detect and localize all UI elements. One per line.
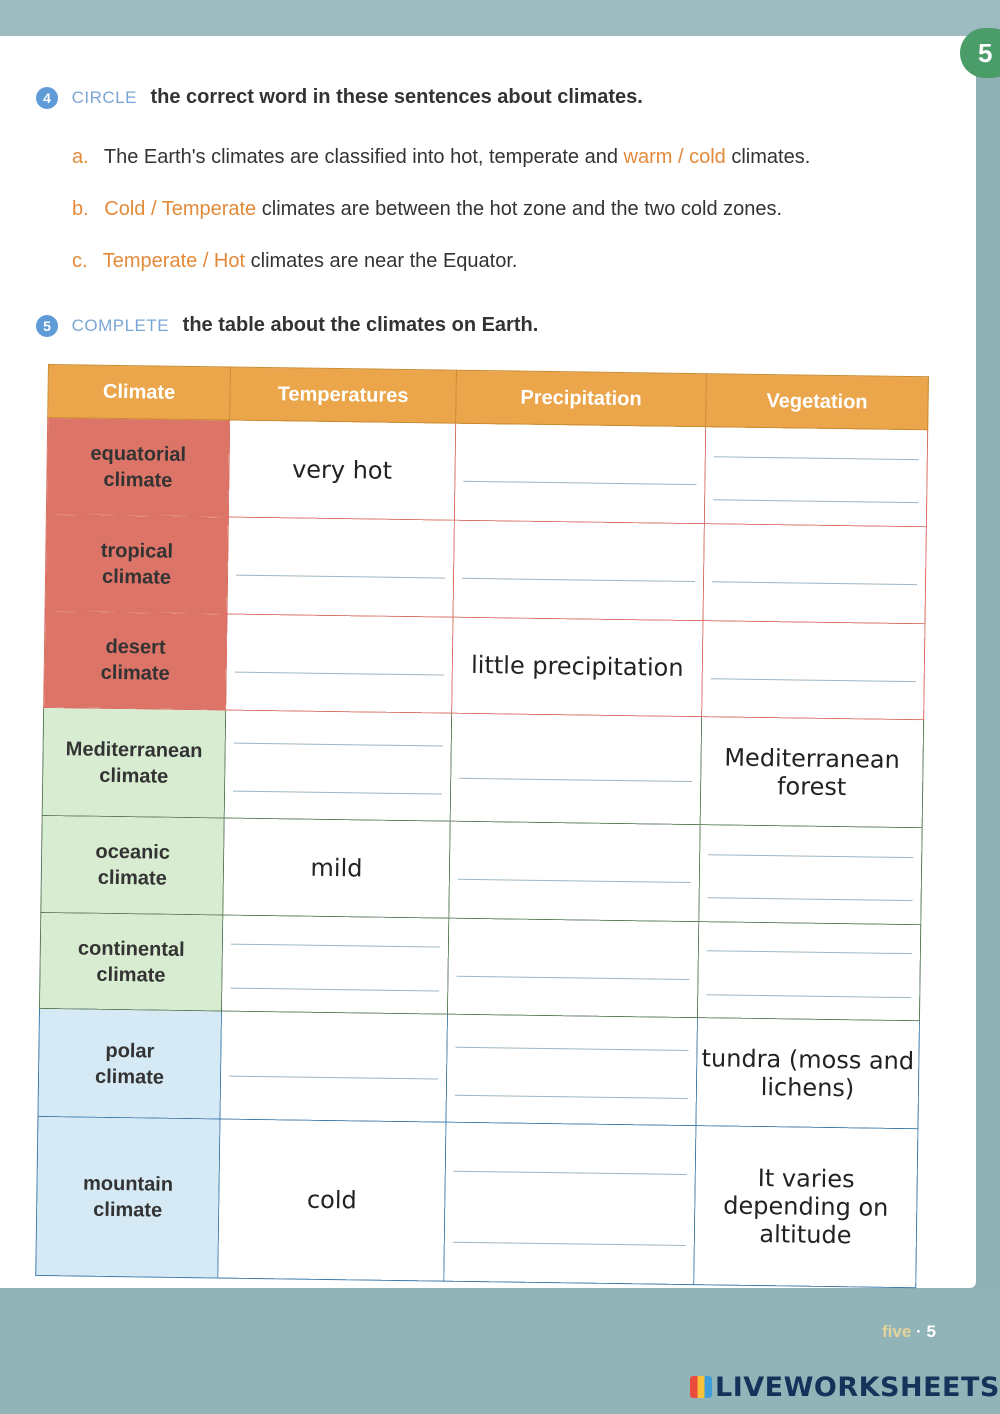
climate-name: equatorial climate xyxy=(46,418,229,517)
sentence-a-options[interactable]: warm / cold xyxy=(623,146,726,168)
precipitation-input[interactable] xyxy=(450,713,701,824)
header-climate: Climate xyxy=(48,365,231,421)
precipitation-input[interactable] xyxy=(453,520,704,620)
precipitation-cell: little precipitation xyxy=(452,617,703,717)
temperatures-cell: very hot xyxy=(228,420,455,520)
vegetation-input[interactable] xyxy=(703,523,926,623)
logo-icon xyxy=(690,1376,712,1398)
sentence-b-letter: b. xyxy=(72,198,89,220)
table-row xyxy=(38,1009,919,1129)
climate-name: desert climate xyxy=(44,611,227,710)
exercise-5-instruction: the table about the climates on Earth. xyxy=(182,314,539,336)
climate-name: oceanic climate xyxy=(41,815,224,914)
footer-word: five xyxy=(882,1322,912,1341)
temperatures-input[interactable] xyxy=(224,710,451,821)
precipitation-input[interactable] xyxy=(454,423,705,523)
climate-name: Mediterranean climate xyxy=(42,708,225,818)
temperatures-input[interactable] xyxy=(227,517,454,617)
table-row xyxy=(36,1117,918,1288)
logo-text: LIVEWORKSHEETS xyxy=(715,1372,1000,1403)
table-row xyxy=(45,514,926,623)
precipitation-input[interactable] xyxy=(447,918,698,1018)
sentence-c-text: climates are near the Equator. xyxy=(250,250,518,272)
header-temperatures: Temperatures xyxy=(230,367,457,423)
sentence-c xyxy=(72,250,517,273)
footer-separator: · xyxy=(916,1322,922,1341)
climate-name: continental climate xyxy=(39,912,222,1011)
vegetation-input[interactable] xyxy=(704,427,927,527)
climate-name: tropical climate xyxy=(45,514,228,613)
exercise-4-command: CIRCLE xyxy=(71,88,137,107)
table-row xyxy=(44,611,925,720)
footer-page-label xyxy=(882,1322,936,1342)
precipitation-input[interactable] xyxy=(446,1015,697,1126)
exercise-5-heading xyxy=(36,314,538,337)
vegetation-input[interactable] xyxy=(699,825,922,925)
vegetation-cell: tundra (moss and lichens) xyxy=(696,1018,919,1129)
climate-name: mountain climate xyxy=(36,1117,220,1278)
table-row xyxy=(42,708,923,828)
sentence-a-letter: a. xyxy=(72,146,89,168)
climate-table xyxy=(35,364,929,1288)
sentence-a xyxy=(72,146,810,169)
temperatures-input[interactable] xyxy=(221,915,448,1015)
sentence-b xyxy=(72,198,782,221)
temperatures-input[interactable] xyxy=(220,1011,447,1122)
vegetation-cell: Mediterranean forest xyxy=(700,717,923,828)
exercise-4-number: 4 xyxy=(36,87,58,109)
temperatures-cell: cold xyxy=(218,1119,446,1281)
table-row xyxy=(46,418,927,527)
header-precipitation: Precipitation xyxy=(456,370,707,426)
exercise-5-number: 5 xyxy=(36,315,58,337)
table-row xyxy=(39,912,920,1021)
temperatures-input[interactable] xyxy=(226,614,453,714)
sentence-a-text: The Earth's climates are classified into hot, temperate and xyxy=(103,146,618,168)
sentence-b-text: climates are between the hot zone and the two cold zones. xyxy=(261,198,783,220)
temperatures-cell: mild xyxy=(223,818,450,918)
sentence-a-end: climates. xyxy=(731,146,811,168)
sentence-b-options[interactable]: Cold / Temperate xyxy=(104,198,257,220)
table-row xyxy=(41,815,922,924)
vegetation-cell: It varies depending on altitude xyxy=(694,1126,918,1288)
vegetation-input[interactable] xyxy=(702,620,925,720)
liveworksheets-logo[interactable] xyxy=(690,1372,1000,1403)
exercise-4-instruction: the correct word in these sentences about climates. xyxy=(150,86,643,108)
vegetation-input[interactable] xyxy=(697,921,920,1021)
top-band xyxy=(0,0,1000,36)
precipitation-input[interactable] xyxy=(449,821,700,921)
sentence-c-letter: c. xyxy=(72,250,88,272)
exercise-4-heading xyxy=(36,86,643,109)
exercise-5-command: COMPLETE xyxy=(71,316,170,335)
header-vegetation: Vegetation xyxy=(706,374,929,430)
climate-name: polar climate xyxy=(38,1009,221,1119)
footer-number: 5 xyxy=(926,1322,936,1341)
page-number-badge: 5 xyxy=(960,28,1000,78)
precipitation-input[interactable] xyxy=(444,1122,696,1284)
sentence-c-options[interactable]: Temperate / Hot xyxy=(102,250,246,272)
